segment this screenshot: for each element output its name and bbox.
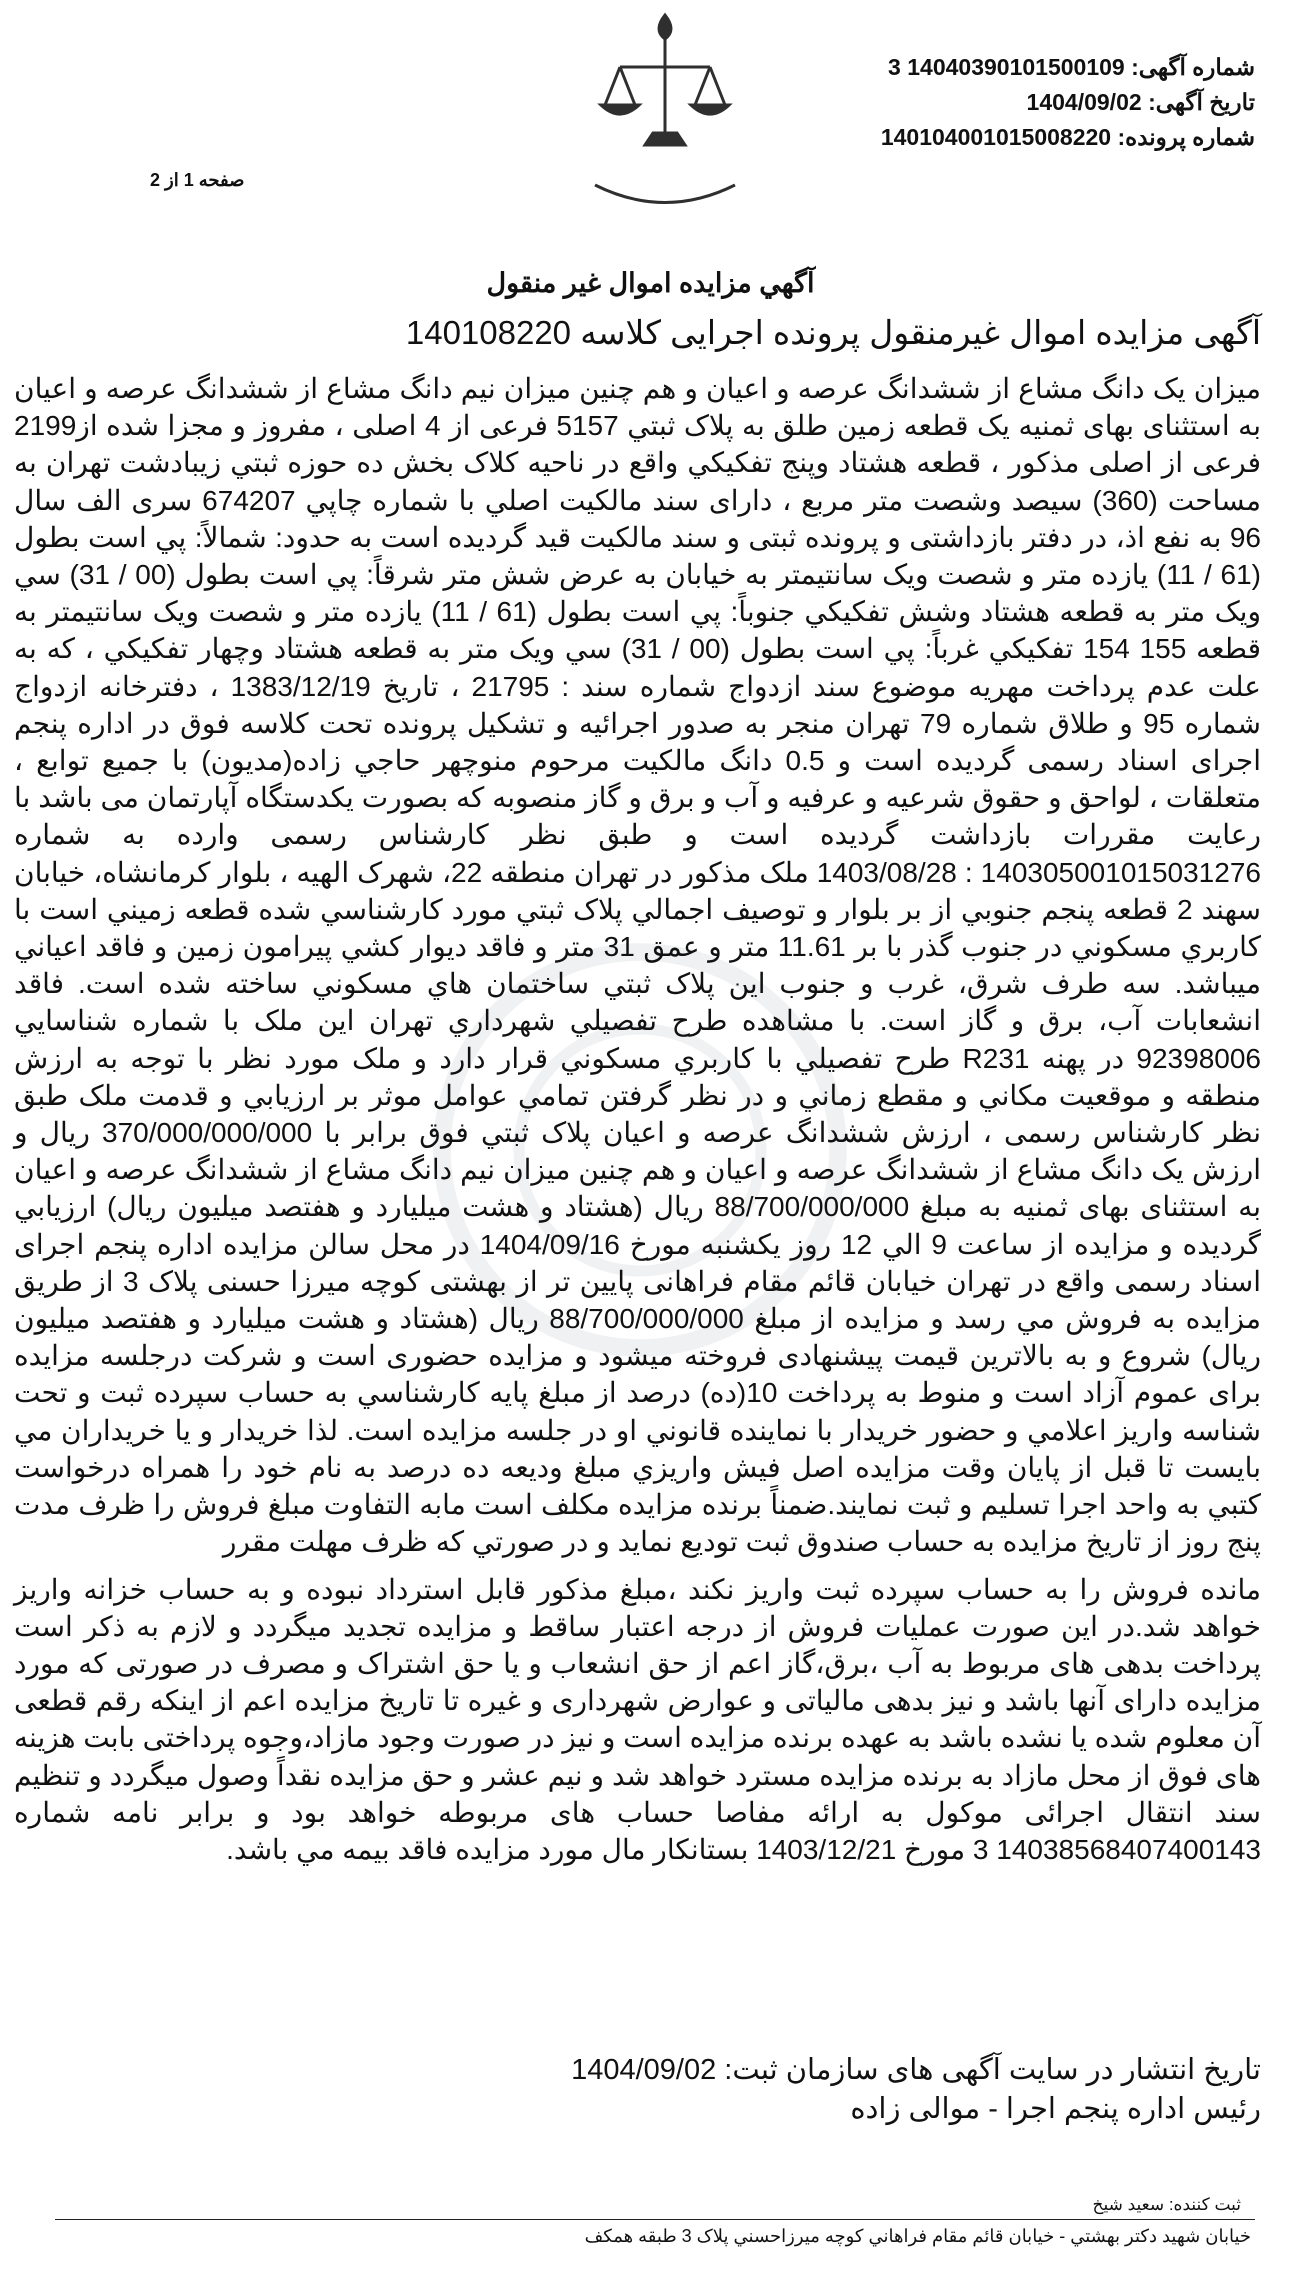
registrar-name: سعید شیخ [1092, 2195, 1165, 2214]
signer-line: رئیس اداره پنجم اجرا - موالی زاده [850, 2093, 1261, 2125]
ad-date-row [785, 85, 1255, 120]
case-number-row [785, 120, 1255, 155]
ad-number-row [785, 50, 1255, 85]
document-body [14, 370, 1261, 1868]
registrar-label: ثبت کننده: [1168, 2195, 1241, 2214]
ad-number: 14040390101500109 3 [888, 54, 1125, 80]
ad-metadata [785, 50, 1255, 155]
ad-number-label: شماره آگهی: [1131, 54, 1255, 80]
publication-date: تاریخ انتشار در سایت آگهی های سازمان ثبت: 1404/09/02 [571, 2054, 1261, 2086]
ad-date: 1404/09/02 [1026, 89, 1142, 115]
judiciary-emblem-icon [565, 5, 765, 230]
page-number: صفحه 1 از 2 [150, 170, 245, 190]
registrar [1093, 2195, 1242, 2215]
body-paragraph-2: مانده فروش را به حساب سپرده ثبت واريز نکند ،مبلغ مذکور قابل استرداد نبوده و به حساب خزانه واريز خواهد شد.در اين صورت عمليات فروش از درجه اعتبار ساقط و مزايده تجديد ميگردد و لازم به ذکر است پرداخت بدهی های مربوط به آب ،برق،گاز اعم از حق انشعاب و يا حق اشتراک و مصرف در صورتی که مورد مزايده دارای آنها باشد و نيز بدهی مالياتی و عوارض شهرداری و غيره تا تاريخ مزايده اعم از اينکه رقم قطعی آن معلوم شده يا نشده باشد به عهده برنده مزايده است و نيز در صورت وجود مازاد،وجوه پرداختی بابت هزينه های فوق از محل مازاد به برنده مزايده مسترد خواهد شد و نيم عشر و حق مزايده نقداً وصول ميگردد و تنظيم سند انتقال اجرائی موکول به ارائه مفاصا حساب های مربوطه خواهد بود و برابر نامه شماره 14038568407400143 3 مورخ 1403/12/21 بستانکار مال مورد مزايده فاقد بيمه مي باشد. [14, 1573, 1261, 1865]
body-paragraph-1: ميزان يک دانگ مشاع از ششدانگ عرصه و اعيان و هم چنين ميزان نيم دانگ مشاع از ششدانگ عرصه و اعيان به استثنای بهای ثمنيه يک قطعه زمين طلق به پلاک ثبتي 5157 فرعی از 4 اصلی ، مفروز و مجزا شده از2199 فرعی از اصلی مذکور ، قطعه هشتاد وپنج تفکيکي واقع در ناحيه کلاک بخش ده حوزه ثبتي زيبادشت تهران به مساحت (360) سيصد وشصت متر مربع ، دارای سند مالکيت اصلي با شماره چاپي 674207 سری الف سال 96 به نفع اذ، در دفتر بازداشتی و پرونده ثبتی و سند مالکيت قيد گرديده است به حدود: شمالاً: پي است بطول (61 / 11) يازده متر و شصت ويک سانتيمتر به خيابان به عرض شش متر شرقاً: پي است بطول (00 / 31) سي ويک متر به قطعه هشتاد وشش تفکيکي جنوباً: پي است بطول (61 / 11) يازده متر و شصت ويک سانتيمتر به قطعه 155 154 تفکيکي غرباً: پي است بطول (00 / 31) سي ويک متر به قطعه هشتاد وچهار تفکيکي ، که به علت عدم پرداخت مهريه موضوع سند ازدواج شماره سند : 21795 ، تاريخ 1383/12/19 ، دفترخانه ازدواج شماره 95 و طلاق شماره 79 تهران منجر به صدور اجرائيه و تشکيل پرونده تحت کلاسه فوق در اداره پنجم اجرای اسناد رسمی گرديده است و 0.5 دانگ مالکيت مرحوم منوچهر حاجي زاده(مديون) با جميع توابع ، متعلقات ، لواحق و حقوق شرعيه و عرفيه و آب و برق و گاز منصوبه که بصورت يکدستگاه آپارتمان می باشد با رعايت مقررات بازداشت گرديده است و طبق نظر کارشناس رسمی وارده به شماره 140305001015031276 : 1403/08/28 ملک مذکور در تهران منطقه 22، شهرک الهيه ، بلوار کرمانشاه، خيابان سهند 2 قطعه پنجم جنوبي از بر بلوار و توصيف اجمالي پلاک ثبتي مورد کارشناسي شده قطعه زميني است با کاربري مسکوني در جنوب گذر با بر 11.61 متر و عمق 31 متر و فاقد ديوار کشي پيرامون زمين و فاقد اعياني ميباشد. سه طرف شرق، غرب و جنوب اين پلاک ثبتي ساختمان هاي مسکوني ساخته شده است. فاقد انشعابات آب، برق و گاز است. با مشاهده طرح تفصيلي شهرداري تهران اين ملک با شماره شناسايي 92398006 در پهنه R231 طرح تفصيلي با کاربري مسکوني قرار دارد و ملک مورد نظر با توجه به ارزش منطقه و موقعيت مکاني و مقطع زماني و در نظر گرفتن تمامي عوامل موثر بر ارزيابي و قدمت ملک طبق نظر کارشناس رسمی ، ارزش ششدانگ عرصه و اعيان پلاک ثبتي فوق برابر با 370/000/000/000 ريال و ارزش يک دانگ مشاع از ششدانگ عرصه و اعيان و هم چنين ميزان نيم دانگ مشاع از ششدانگ عرصه و اعيان به استثنای بهای ثمنيه به مبلغ 88/700/000/000 ريال (هشتاد و هشت ميليارد و هفتصد ميليون ريال) ارزيابي گرديده و مزايده از ساعت 9 الي 12 روز يکشنبه مورخ 1404/09/16 در محل سالن مزايده اداره پنجم اجرای اسناد رسمی واقع در تهران خيابان قائم مقام فراهانی پايين تر از بهشتی کوچه ميرزا حسنی پلاک 3 از طريق مزايده به فروش مي رسد و مزايده از مبلغ 88/700/000/000 ريال (هشتاد و هشت ميليارد و هفتصد ميليون ريال) شروع و به بالاترين قيمت پيشنهادی فروخته ميشود و مزايده حضوری است و شرکت درجلسه مزايده برای عموم آزاد است و منوط به پرداخت 10(ده) درصد از مبلغ پايه کارشناسي به حساب سپرده ثبت و تحت شناسه واريز اعلامي و حضور خريدار با نماينده قانوني او در جلسه مزايده است. لذا خريدار و يا خريداران مي بايست تا قبل از پايان وقت مزايده اصل فيش واريزي مبلغ وديعه ده درصد به نام خود را همراه درخواست کتبي به واحد اجرا تسليم و ثبت نمايند.ضمناً برنده مزايده مکلف است مابه التفاوت مبلغ فروش را ظرف مدت پنج روز از تاريخ مزايده به حساب صندوق ثبت توديع نمايد و در صورتي که ظرف مهلت مقرر [14, 373, 1262, 1558]
document-subtitle: آگهی مزایده اموال غیرمنقول پرونده اجرایی کلاسه 140108220 [405, 314, 1261, 351]
case-number: 140104001015008220 [880, 124, 1112, 150]
office-address: خيابان شهيد دکتر بهشتي - خيابان قائم مقام فراهاني کوچه ميرزاحسني پلاک 3 طبقه همکف [584, 2226, 1251, 2246]
ad-date-label: تاریخ آگهی: [1148, 89, 1255, 115]
case-number-label: شماره پرونده: [1117, 124, 1255, 150]
footer-divider [55, 2219, 1255, 2220]
document-title: آگهي مزايده اموال غير منقول [486, 268, 815, 298]
